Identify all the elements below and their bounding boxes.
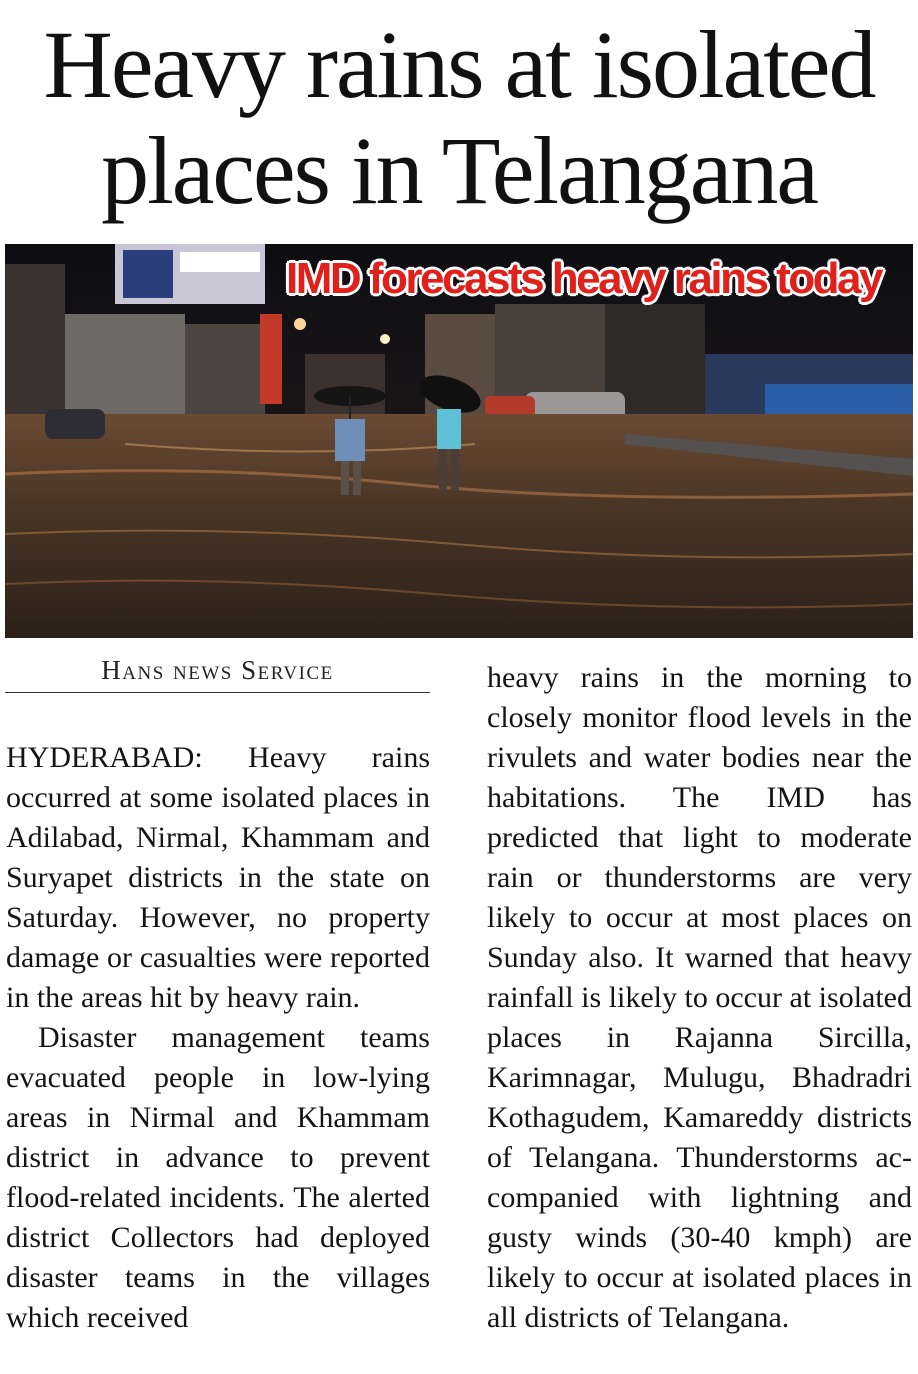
article-column-left — [6, 738, 430, 1338]
news-photo — [5, 244, 913, 638]
headline — [0, 0, 918, 240]
paragraph-3: heavy rains in the morning to closely monitor flood levels in the rivulets and water bodies near the habitations. The IMD has predicted that light to moderate rain or thunderstorms are very likely to occur at most places on Sunday also. It warned that heavy rainfall is likely to occur at isolated places in Rajanna Sircilla, Karimnagar, Mulugu, Bhadradri Kothagudem, Kamareddy districts of Telangana. Thunderstorms accompanied with lightning and gusty winds (30-40 kmph) are likely to occur at isolated places in all districts of Telangana. — [487, 661, 912, 1334]
photo-overlay-caption: IMD forecasts heavy rains today — [286, 254, 881, 303]
article-column-right — [487, 658, 912, 1338]
byline: Hans news Service — [5, 655, 430, 693]
headline-line-1: Heavy rains at isolated — [43, 11, 875, 118]
paragraph-2: Disaster management teams evacuated people in low-lying areas in Nirmal and Khammam district in advance to prevent flood-related incidents. The alerted district Collectors had deployed disaster teams in the villages which received — [6, 1021, 430, 1334]
paragraph-1: HYDERABAD: Heavy rains occurred at some isolated places in Adilabad, Nirmal, Khammam and Suryapet districts in the state on Saturday. However, no property damage or casualties were reported in the areas hit by heavy rain. — [6, 741, 430, 1014]
headline-line-2: places in Telangana — [101, 117, 817, 224]
